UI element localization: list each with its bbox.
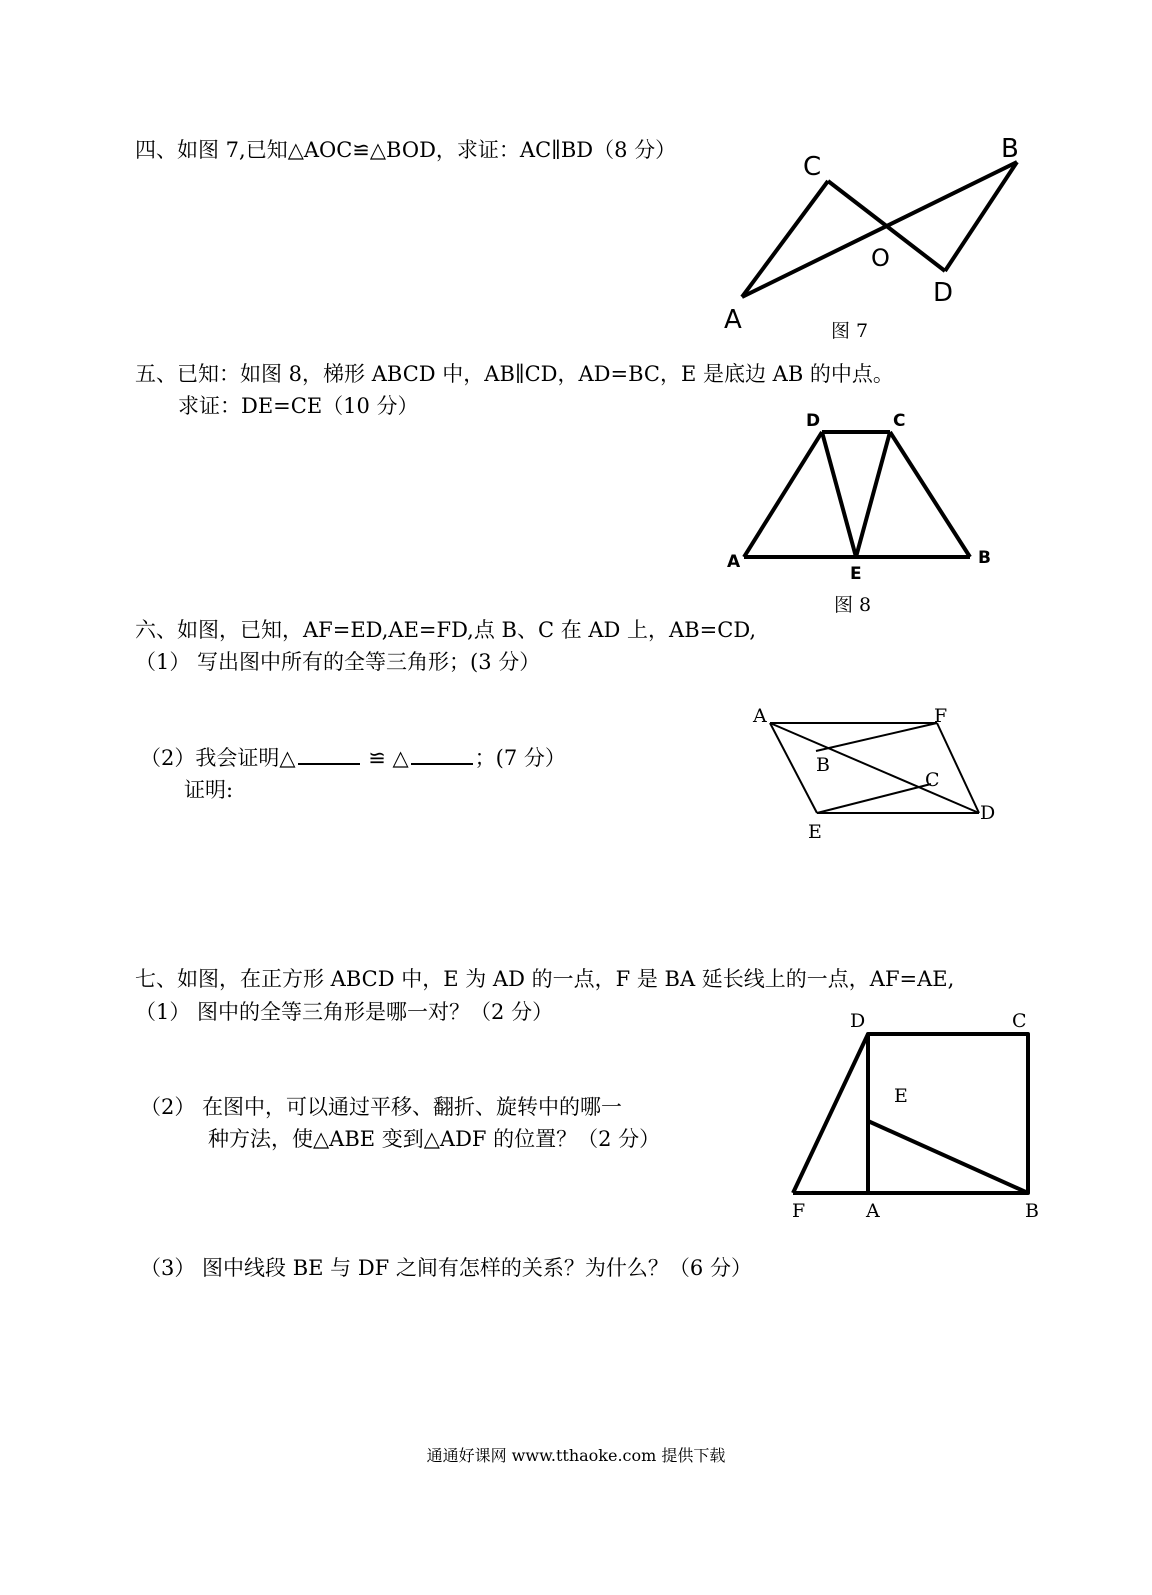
fig7-label-a: A [724,305,742,335]
q5-line1: 五、已知：如图 8，梯形 ABCD 中，AB∥CD，AD=BC，E 是底边 AB 的中点。 [135,362,894,386]
q6-line1: 六、如图，已知，AF=ED,AE=FD,点 B、C 在 AD 上，AB=CD, [135,618,757,642]
fig7-label-c: C [803,152,822,182]
q7-line1: 七、如图，在正方形 ABCD 中，E 为 AD 的一点，F 是 BA 延长线上的一点，AF=AE, [135,967,955,991]
q5-line2: 求证：DE=CE（10 分） [178,394,419,418]
fig6-label-d: D [980,802,996,824]
fig-q7-label-a: A [866,1200,880,1222]
q6-part2-prefix: （2）我会证明△ [140,746,296,770]
fig7-label-b: B [1001,134,1019,164]
q7-part1: （1） 图中的全等三角形是哪一对？（2 分） [135,1000,554,1024]
fig8-label-d: D [806,411,821,431]
q4-text: 四、如图 7,已知△AOC≌△BOD，求证：AC∥BD（8 分） [135,138,677,162]
fig6-label-e: E [808,821,822,843]
fig8-caption: 图 8 [834,594,872,616]
fig8-label-e: E [850,564,862,584]
q6-part1: （1） 写出图中所有的全等三角形；(3 分） [135,650,541,674]
fig8-label-c: C [893,411,906,431]
fig-q7-label-e: E [894,1085,908,1107]
fig-q7-label-f: F [792,1200,806,1222]
fig-q7-label-d: D [850,1010,866,1032]
q6-proof-label: 证明: [184,778,234,802]
fig6-label-c: C [925,769,940,791]
q7-part3: （3） 图中线段 BE 与 DF 之间有怎样的关系？为什么？（6 分） [140,1256,752,1280]
q7-part2-line1: （2） 在图中，可以通过平移、翻折、旋转中的哪一 [140,1095,623,1119]
fig6-label-b: B [816,754,830,776]
fig7-label-o: O [871,244,890,272]
fig7-caption: 图 7 [831,320,869,342]
fig7-label-d: D [933,278,954,308]
fig6-label-f: F [934,705,948,727]
fig8-label-a: A [727,552,741,572]
fig-q7-label-b: B [1025,1200,1039,1222]
fig6-label-a: A [753,705,767,727]
page-footer: 通通好课网 www.tthaoke.com 提供下载 [426,1446,726,1465]
q6-part2-suffix: ；(7 分） [474,746,566,770]
q7-part2-line2: 种方法，使△ABE 变到△ADF 的位置？（2 分） [208,1127,661,1151]
square-abcd [868,1034,1028,1193]
segment-eb [868,1121,1028,1193]
segment-fd [793,1034,868,1193]
fig8-label-b: B [978,548,991,568]
q6-part2-mid: ≌ △ [368,746,409,770]
fig-q7-label-c: C [1012,1010,1027,1032]
